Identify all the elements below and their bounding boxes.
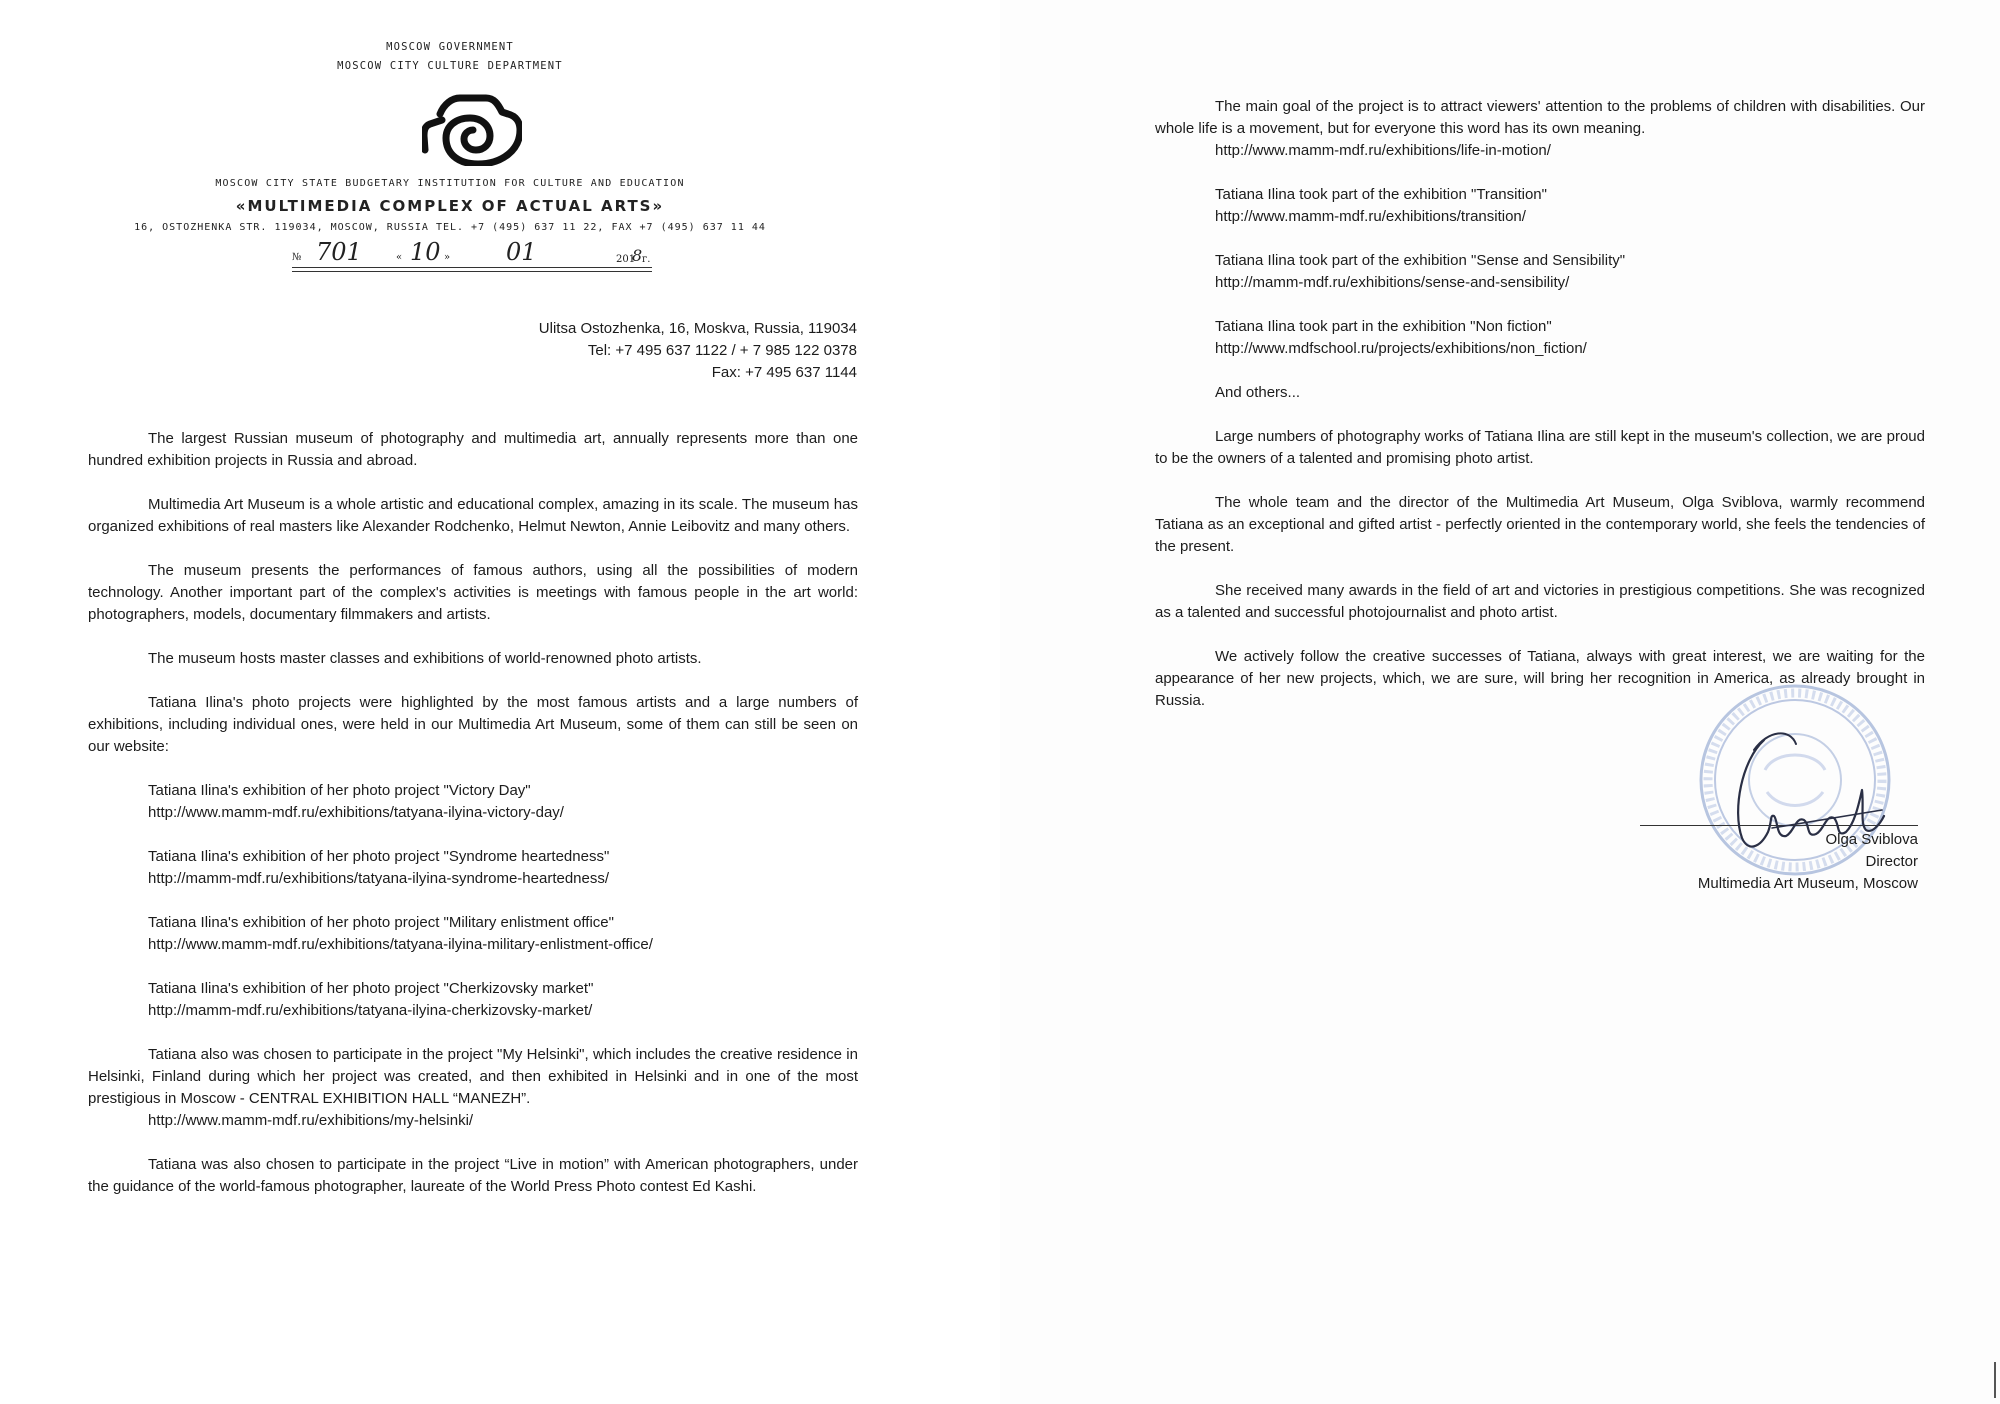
signatory-name: Olga Sviblova [1825, 831, 1918, 848]
letterhead-government: MOSCOW GOVERNMENT [386, 41, 514, 53]
scan-edge-mark [1994, 1362, 1996, 1398]
exhibition-url[interactable]: http://www.mamm-mdf.ru/exhibitions/tatyana-ilyina-victory-day/ [148, 804, 564, 821]
reg-number-handwritten: 701 [316, 238, 362, 266]
registration-line [292, 240, 652, 270]
reg-underline [292, 267, 652, 268]
paragraph: The main goal of the project is to attract viewers' attention to the problems of children with disabilities. Our whole life is a movement, but for everyone this word has its own meaning. [1155, 98, 1925, 137]
letter-body-left [88, 428, 858, 1198]
reg-year-prefix: 201 [616, 254, 636, 265]
exhibition-url[interactable]: http://www.mamm-mdf.ru/exhibitions/tatyana-ilyina-military-enlistment-office/ [148, 936, 653, 953]
exhibition-title: Tatiana Ilina's exhibition of her photo project "Victory Day" [148, 782, 531, 799]
exhibition-item [88, 780, 858, 824]
recipient-fax: Fax: +7 495 637 1144 [711, 364, 857, 381]
reg-year-suffix: г. [642, 254, 651, 265]
paragraph: She received many awards in the field of art and victories in prestigious competitions. She was recognized as a talented and successful photojournalist and photo artist. [1155, 582, 1925, 621]
letterhead-institution: MOSCOW CITY STATE BUDGETARY INSTITUTION FOR CULTURE AND EDUCATION [215, 178, 685, 189]
paragraph: The whole team and the director of the Multimedia Art Museum, Olga Sviblova, warmly recommend Tatiana as an exceptional and gifted artist - perfectly oriented in the contemporary world, she feels the tendencies of the present. [1155, 494, 1925, 555]
signatory-position: Director [1865, 853, 1918, 870]
reg-no-label: № [292, 252, 302, 263]
exhibition-url[interactable]: http://www.mdfschool.ru/projects/exhibitions/non_fiction/ [1215, 340, 1587, 357]
letter-body-right [1155, 96, 1925, 712]
letterhead-address: 16, OSTOZHENKA STR. 119034, MOSCOW, RUSSIA TEL. +7 (495) 637 11 22, FAX +7 (495) 637 11 44 [134, 222, 766, 233]
paragraph: The largest Russian museum of photography and multimedia art, annually represents more than one hundred exhibition projects in Russia and abroad. [88, 430, 858, 469]
camera-spiral-logo-icon [422, 92, 522, 166]
exhibition-item [1155, 184, 1925, 228]
paragraph: Tatiana also was chosen to participate in the project "My Helsinki", which includes the creative residence in Helsinki, Finland during which her project was created, and then exhibited in Helsinki and in one of the most prestigious in Moscow - CENTRAL EXHIBITION HALL “MANEZH”. [88, 1046, 858, 1107]
reg-year-digit-handwritten: 8 [632, 246, 643, 265]
exhibition-title: Tatiana Ilina took part of the exhibition "Sense and Sensibility" [1215, 252, 1626, 269]
paragraph: We actively follow the creative successes of Tatiana, always with great interest, we are waiting for the appearance of her new projects, which, we are sure, will bring her recognition in America, as already brought in Russia. [1155, 648, 1925, 709]
reg-underline-double [292, 271, 652, 272]
exhibition-item [88, 912, 858, 956]
exhibition-title: Tatiana Ilina's exhibition of her photo project "Military enlistment office" [148, 914, 614, 931]
paragraph: Tatiana Ilina's photo projects were highlighted by the most famous artists and a large numbers of exhibitions, including individual ones, were held in our Multimedia Art Museum, some of them can still be seen on our website: [88, 694, 858, 755]
reg-day-handwritten: 10 [410, 238, 441, 266]
reg-day-close: » [444, 252, 451, 263]
my-helsinki-url[interactable]: http://www.mamm-mdf.ru/exhibitions/my-helsinki/ [148, 1112, 474, 1129]
paragraph: The museum hosts master classes and exhibitions of world-renowned photo artists. [148, 650, 702, 667]
paragraph: Multimedia Art Museum is a whole artistic and educational complex, amazing in its scale. The museum has organized exhibitions of real masters like Alexander Rodchenko, Helmut Newton, Annie Leibovitz and many others. [88, 496, 858, 535]
exhibition-item [1155, 316, 1925, 360]
signatory-organization: Multimedia Art Museum, Moscow [1697, 875, 1918, 892]
exhibition-url[interactable]: http://www.mamm-mdf.ru/exhibitions/transition/ [1215, 208, 1526, 225]
exhibition-title: Tatiana Ilina's exhibition of her photo project "Syndrome heartedness" [148, 848, 610, 865]
exhibition-url[interactable]: http://mamm-mdf.ru/exhibitions/sense-and-sensibility/ [1215, 274, 1570, 291]
letterhead-complex-name: «MULTIMEDIA COMPLEX OF ACTUAL ARTS» [235, 197, 665, 215]
paragraph: The museum presents the performances of famous authors, using all the possibilities of modern technology. Another important part of the complex's activities is meetings with famous people in the art world: photographers, models, documentary filmmakers and artists. [88, 562, 858, 623]
exhibition-title: Tatiana Ilina took part of the exhibition "Transition" [1215, 186, 1547, 203]
letterhead-department: MOSCOW CITY CULTURE DEPARTMENT [337, 60, 563, 72]
exhibition-item [88, 978, 858, 1022]
recipient-street: Ulitsa Ostozhenka, 16, Moskva, Russia, 119034 [538, 320, 857, 337]
recipient-tel: Tel: +7 495 637 1122 / + 7 985 122 0378 [587, 342, 857, 359]
exhibition-title: Tatiana Ilina took part in the exhibition "Non fiction" [1215, 318, 1552, 335]
paragraph: Tatiana was also chosen to participate in the project “Live in motion” with American photographers, under the guidance of the world-famous photographer, laureate of the World Press Photo contest Ed Kashi. [88, 1156, 858, 1195]
exhibition-url[interactable]: http://mamm-mdf.ru/exhibitions/tatyana-ilyina-cherkizovsky-market/ [148, 1002, 593, 1019]
life-in-motion-url[interactable]: http://www.mamm-mdf.ru/exhibitions/life-in-motion/ [1215, 142, 1551, 159]
reg-month-handwritten: 01 [506, 238, 537, 266]
reg-day-open: « [396, 252, 403, 263]
exhibition-url[interactable]: http://mamm-mdf.ru/exhibitions/tatyana-ilyina-syndrome-heartedness/ [148, 870, 610, 887]
exhibition-title: Tatiana Ilina's exhibition of her photo project "Cherkizovsky market" [148, 980, 594, 997]
paragraph: Large numbers of photography works of Tatiana Ilina are still kept in the museum's collection, we are proud to be the owners of a talented and promising photo artist. [1155, 428, 1925, 467]
and-others: And others... [1215, 384, 1301, 401]
exhibition-item [1155, 250, 1925, 294]
exhibition-item [88, 846, 858, 890]
